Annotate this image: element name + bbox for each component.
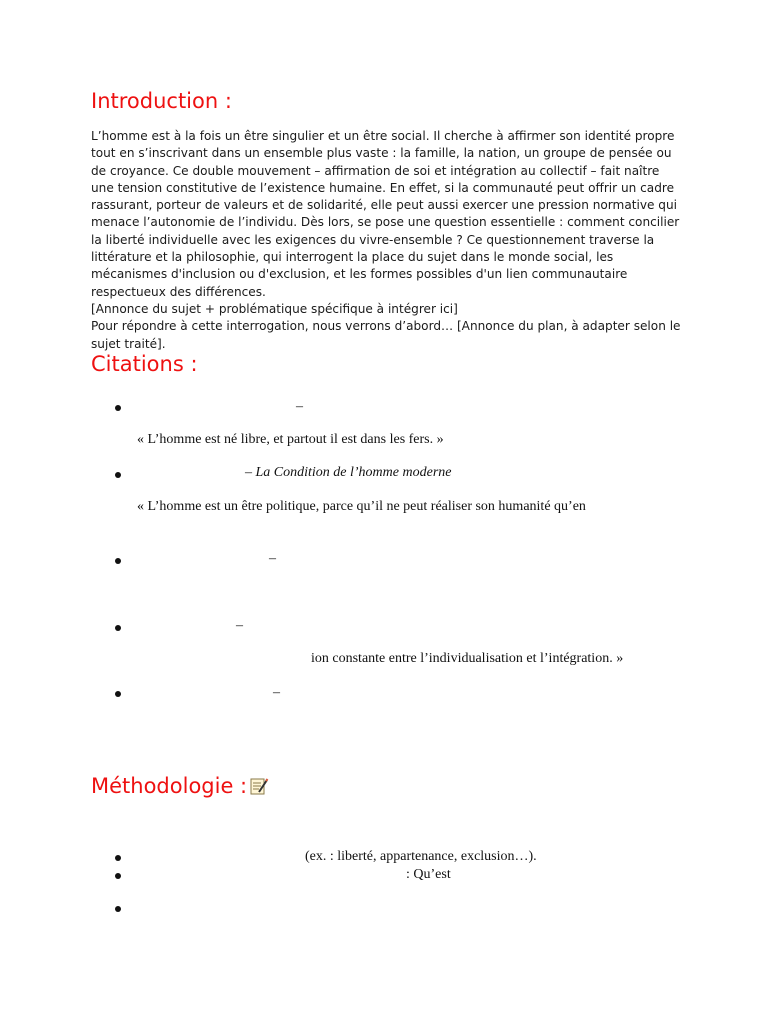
methodologie-item-2: : Qu’est (406, 867, 451, 882)
introduction-body (91, 128, 681, 353)
citation-1-quote: « L’homme est né libre, et partout il est dans les fers. » (137, 432, 444, 447)
introduction-paragraph: L’homme est à la fois un être singulier et un être social. Il cherche à affirmer son identité propre tout en s’inscrivant dans un ensemble plus vaste : la famille, la nation, un groupe de pensée ou de croyance. Ce double mouvement – affirmation de soi et intégration au collectif – fait naître une tension constitutive de l’existence humaine. En effet, si la communauté peut offrir un cadre rassurant, porteur de valeurs et de solidarité, elle peut aussi exercer une pression normative qui menace l’autonomie de l’individu. Dès lors, se pose une question essentielle : comment concilier la liberté individuelle avec les exigences du vivre-ensemble ? Ce questionnement traverse la littérature et la philosophie, qui interrogent la place du sujet dans le monde social, les mécanismes d'inclusion ou d'exclusion, et les formes possibles d'un lien communautaire respectueux des différences. (91, 129, 680, 299)
citation-2-head: – La Condition de l’homme moderne (245, 465, 452, 480)
methodologie-item-1: (ex. : liberté, appartenance, exclusion…). (305, 849, 537, 864)
introduction-heading: Introduction : (91, 89, 232, 113)
citation-5-head: – (273, 685, 280, 700)
citation-4-head: – (236, 618, 243, 633)
bullet-icon (115, 855, 121, 861)
bullet-icon (115, 625, 121, 631)
bullet-icon (115, 472, 121, 478)
bullet-icon (115, 558, 121, 564)
citations-heading: Citations : (91, 352, 198, 376)
bullet-icon (115, 906, 121, 912)
citation-3-head: – (269, 551, 276, 566)
citation-1-head: – (296, 399, 303, 414)
bullet-icon (115, 691, 121, 697)
methodologie-heading-text: Méthodologie : (91, 774, 248, 798)
bullet-icon (115, 405, 121, 411)
citation-4-quote: ion constante entre l’individualisation et l’intégration. » (311, 651, 624, 666)
citation-2-quote: « L’homme est un être politique, parce qu’il ne peut réaliser son humanité qu’en (137, 499, 586, 514)
introduction-subject-note: [Annonce du sujet + problématique spécifique à intégrer ici] (91, 301, 458, 316)
memo-icon (249, 776, 269, 801)
introduction-plan-note: Pour répondre à cette interrogation, nous verrons d’abord… [Annonce du plan, à adapter selon le sujet traité]. (91, 319, 681, 351)
bullet-icon (115, 873, 121, 879)
methodologie-heading (91, 774, 269, 801)
